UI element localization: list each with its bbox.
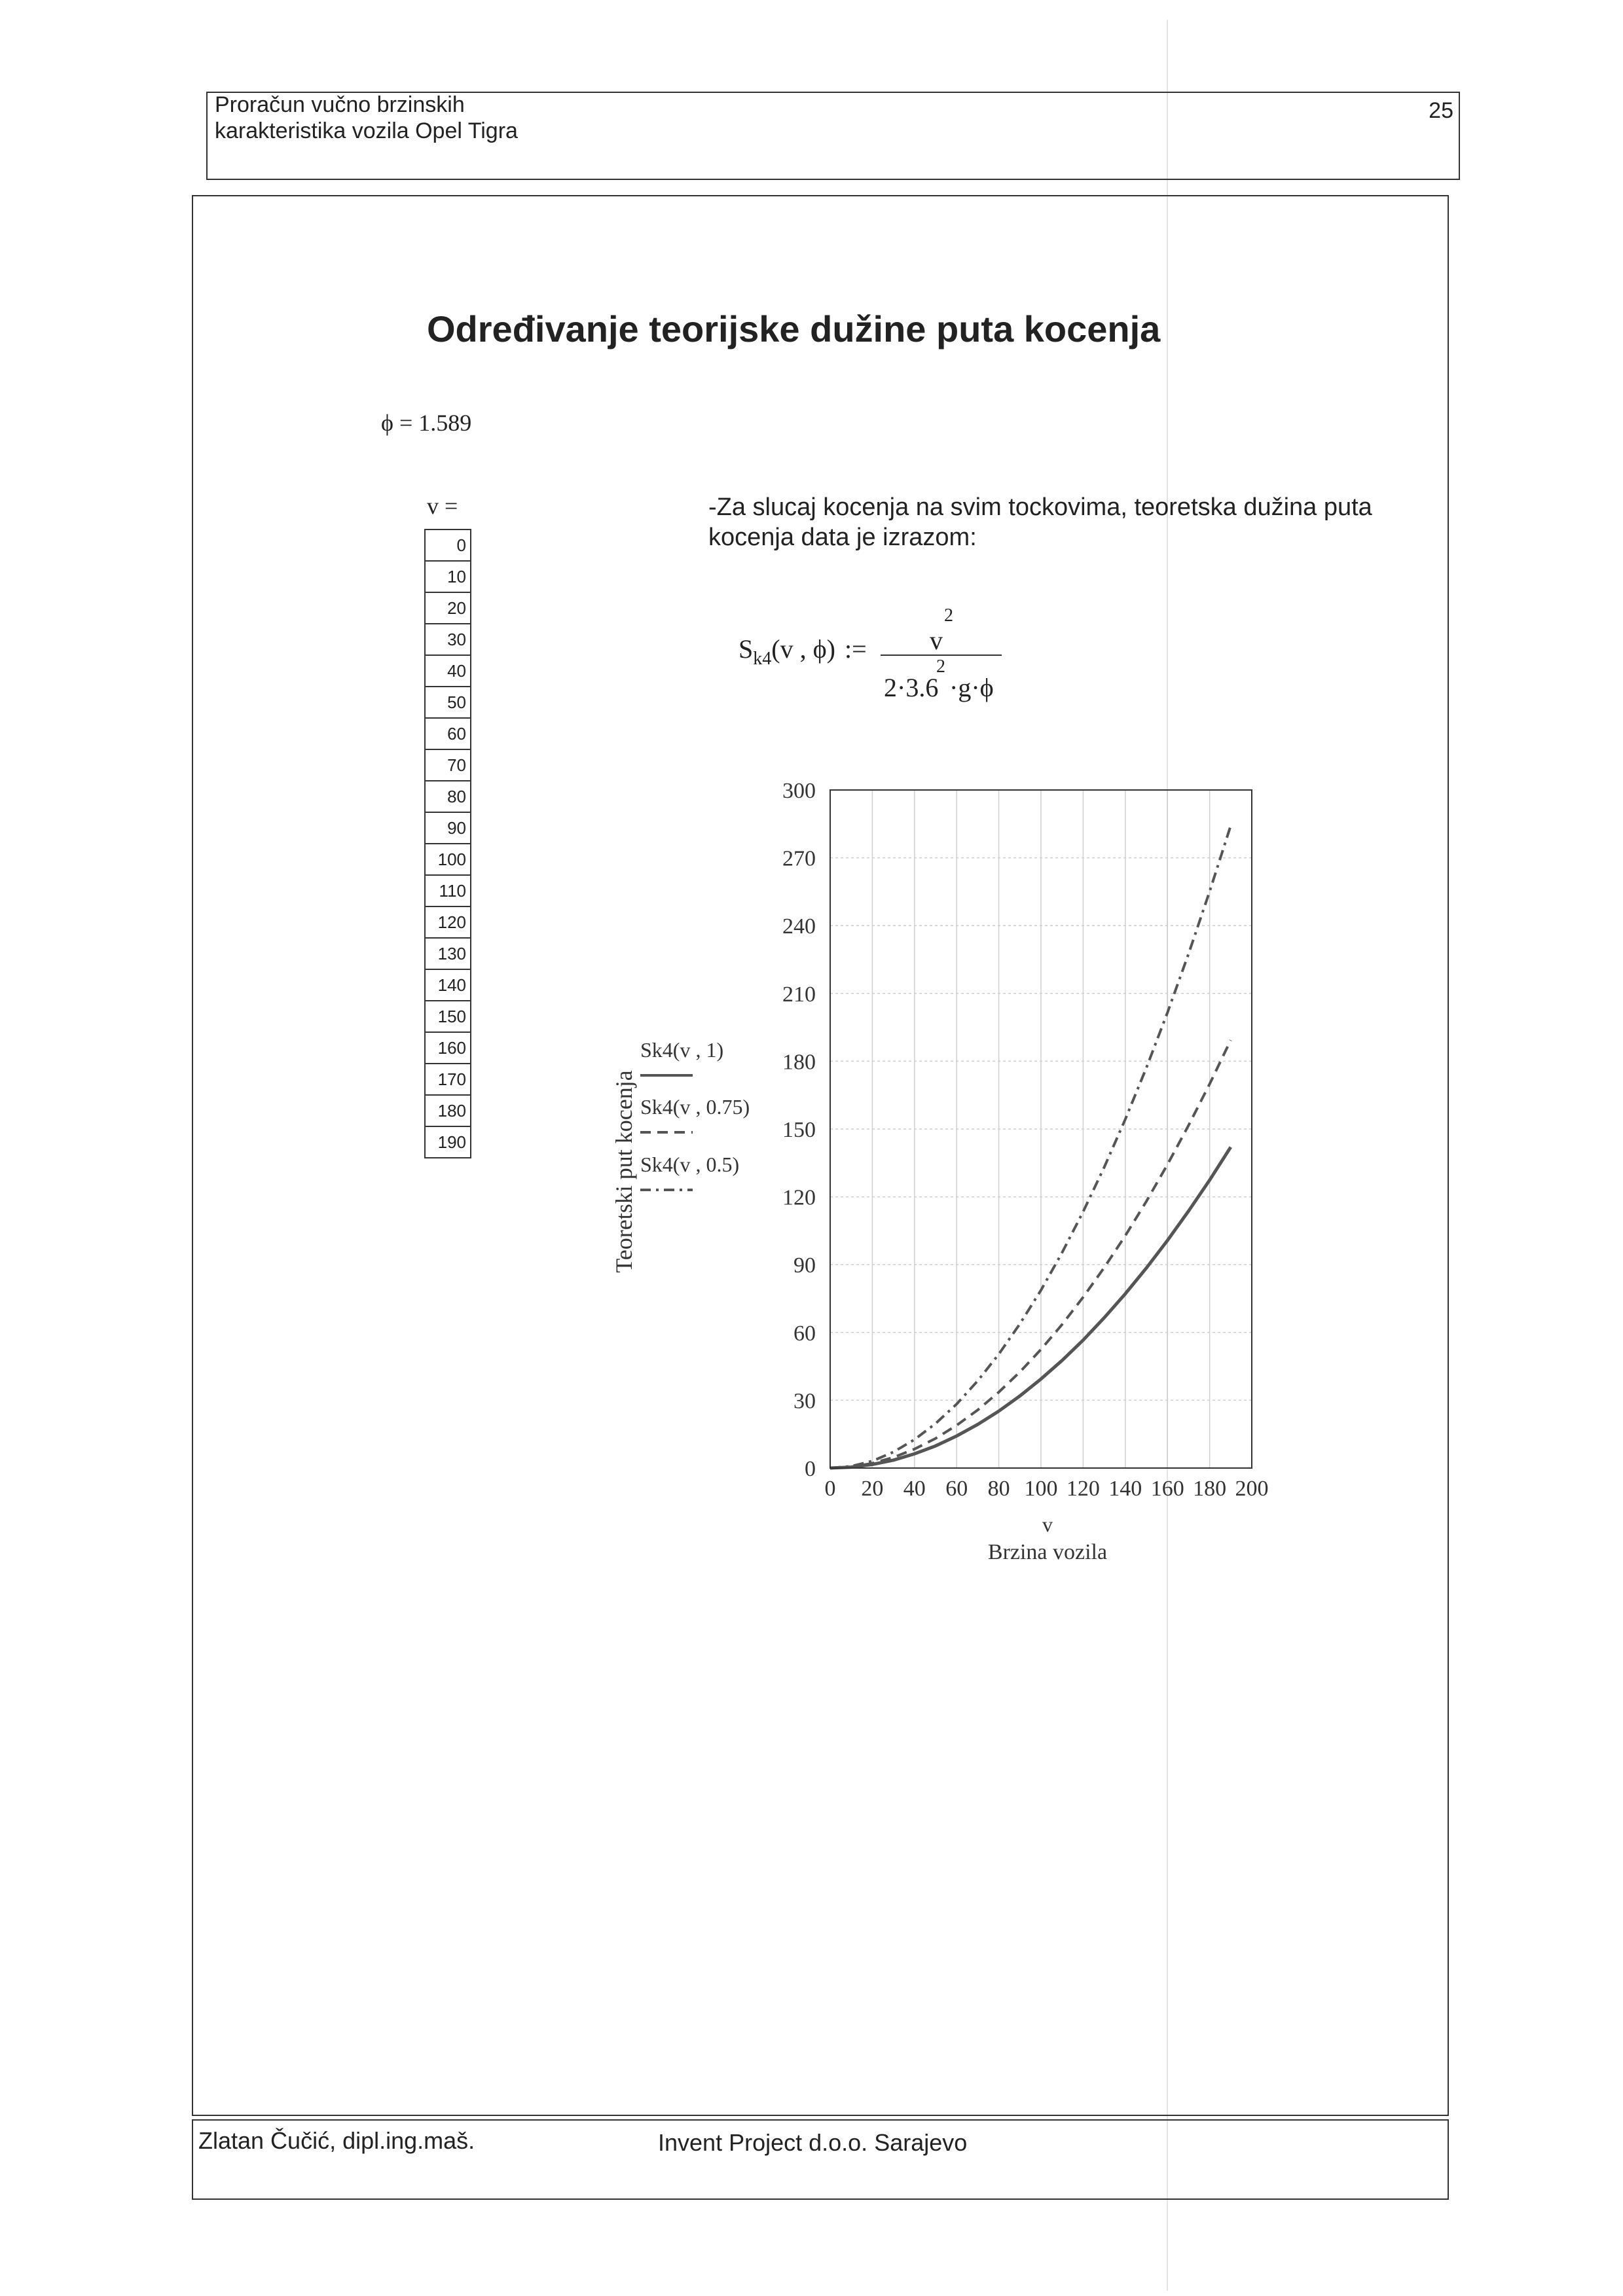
v-table-cell: 40	[425, 655, 471, 687]
v-table-cell: 120	[425, 906, 471, 938]
chart-x-axis-label: Brzina vozila	[987, 1540, 1108, 1564]
page-number: 25	[1429, 98, 1453, 123]
v-table-cell: 110	[425, 875, 471, 906]
chart-x-tick-label: 0	[824, 1477, 836, 1501]
chart-series	[830, 826, 1231, 1468]
chart-y-axis-label: Teoretski put kocenja	[611, 1070, 637, 1273]
chart-y-tick-label: 30	[793, 1389, 816, 1414]
chart-x-tick-label: 160	[1150, 1477, 1184, 1501]
chart-x-tick-label: 180	[1193, 1477, 1227, 1501]
v-table-cell: 160	[425, 1032, 471, 1064]
chart-x-tick-label: 120	[1066, 1477, 1100, 1501]
v-table-cell: 100	[425, 844, 471, 875]
v-table-cell: 90	[425, 812, 471, 844]
chart-y-tick-label: 150	[782, 1118, 816, 1142]
formula-lhs-sub: k4	[753, 649, 772, 669]
v-table-cell: 70	[425, 749, 471, 781]
chart-legend-label: Sk4(v , 0.5)	[640, 1153, 740, 1176]
chart-legend-label: Sk4(v , 0.75)	[640, 1095, 750, 1119]
chart-y-tick-label: 0	[805, 1457, 816, 1481]
chart-x-tick-label: 20	[861, 1477, 884, 1501]
v-table-cell: 60	[425, 718, 471, 749]
v-table-cell: 130	[425, 938, 471, 969]
chart-y-tick-label: 240	[782, 914, 816, 939]
chart-y-tick-label: 120	[782, 1185, 816, 1210]
chart-y-tick-label: 300	[782, 779, 816, 803]
chart-y-tick-label: 60	[793, 1321, 816, 1346]
chart-x-tick-label: 80	[987, 1477, 1010, 1501]
chart-series-line-dashdot	[830, 826, 1231, 1468]
v-table-cell: 10	[425, 561, 471, 592]
chart-legend	[640, 1038, 750, 1190]
intro-text: -Za slucaj kocenja na svim tockovima, teoretska dužina puta kocenja data je izrazom:	[708, 493, 1372, 551]
chart-x-tick-label: 100	[1024, 1477, 1058, 1501]
footer-company: Invent Project d.o.o. Sarajevo	[658, 2129, 968, 2156]
formula-denominator-part1: 2·3.6	[884, 673, 939, 702]
chart-x-tick-label: 40	[903, 1477, 926, 1501]
phi-value: ϕ = 1.589	[381, 410, 472, 436]
footer-author: Zlatan Čučić, dipl.ing.maš.	[198, 2127, 475, 2154]
formula-numerator: v	[930, 626, 943, 655]
chart-x-tick-label: 140	[1108, 1477, 1142, 1501]
chart-y-tick-label: 270	[782, 846, 816, 871]
chart-x-axis-variable: v	[1042, 1513, 1053, 1536]
formula-lhs-main: S	[739, 634, 754, 664]
formula-numerator-exp: 2	[944, 605, 953, 626]
v-table-cell: 140	[425, 969, 471, 1001]
v-table-cell: 180	[425, 1095, 471, 1126]
header-title-line2: karakteristika vozila Opel Tigra	[215, 118, 518, 143]
v-table-cell: 0	[425, 529, 471, 561]
formula-lhs-args: (v , ϕ)	[771, 634, 835, 664]
v-table-cell: 80	[425, 781, 471, 812]
chart-x-tick-label: 200	[1235, 1477, 1269, 1501]
chart-grid	[830, 790, 1252, 1468]
formula-denominator-exp: 2	[936, 656, 945, 677]
v-table-cell: 30	[425, 624, 471, 655]
formula-def-symbol: :=	[845, 634, 867, 664]
chart-y-tick-label: 180	[782, 1050, 816, 1075]
v-table-label: v =	[427, 493, 458, 519]
chart-x-tick-label: 60	[945, 1477, 968, 1501]
v-table-cell: 50	[425, 687, 471, 718]
chart-y-tick-label: 210	[782, 982, 816, 1007]
chart-series-line-dashed	[830, 1040, 1231, 1468]
formula-denominator-part2: ·g·ϕ	[949, 673, 994, 702]
v-table-cell: 150	[425, 1001, 471, 1032]
header-title-line1: Proračun vučno brzinskih	[215, 92, 465, 117]
section-title: Određivanje teorijske dužine puta kocenja	[427, 308, 1161, 350]
chart-legend-label: Sk4(v , 1)	[640, 1038, 724, 1062]
v-table-cell: 170	[425, 1064, 471, 1095]
v-table-cell: 20	[425, 592, 471, 624]
v-table-cell: 190	[425, 1126, 471, 1158]
chart-y-tick-label: 90	[793, 1253, 816, 1278]
